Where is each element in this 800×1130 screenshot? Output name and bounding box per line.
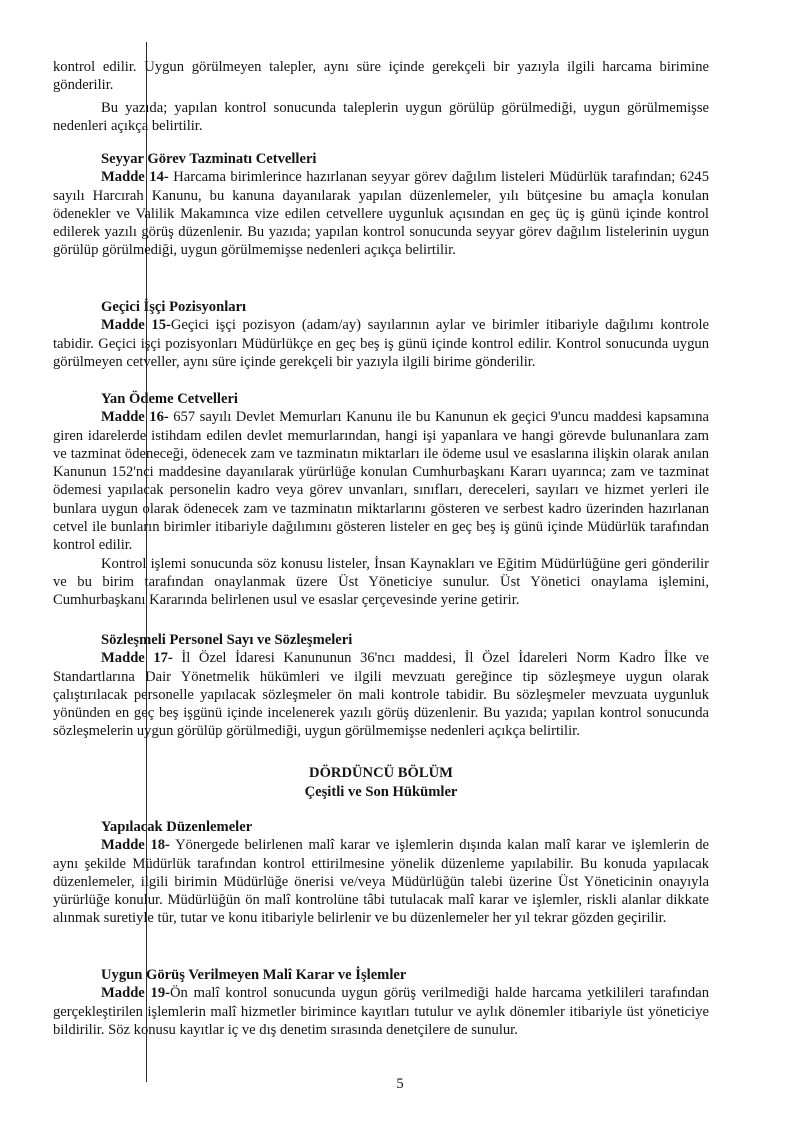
article-16-number: Madde 16- [101, 409, 169, 426]
article-17-number: Madde 17- [101, 650, 173, 667]
article-18-number: Madde 18- [101, 837, 170, 854]
article-15-body [53, 316, 709, 371]
article-19-number: Madde 19- [101, 985, 170, 1002]
article-19 [53, 966, 709, 1039]
article-19-heading: Uygun Görüş Verilmeyen Malî Karar ve İşlemler [101, 967, 407, 983]
page-number: 5 [396, 1076, 404, 1092]
article-14-heading: Seyyar Görev Tazminatı Cetvelleri [101, 151, 317, 167]
article-17-body [53, 649, 709, 740]
chapter-subtitle: Çeşitli ve Son Hükümler [304, 784, 458, 800]
article-15-text: Geçici işçi pozisyon (adam/ay) sayılarının aylar ve birimler itibariyle dağılımı kontrole tabidir. Geçici işçi pozisyonları Müdürlükçe en geç beş iş günü içinde kontrol edilir. Kontrol sonucunda uygun görülmeyen cetveller, aynı süre içinde gerekçeli bir yazıyla ilgili birime gönderilir. [53, 317, 710, 370]
article-18-text: Yönergede belirlenen malî karar ve işlemlerin dışında kalan malî karar ve işlemlerin de aynı şekilde Müdürlük tarafından kontrol ettirilmesine yönelik düzenleme yapılabilir. Bu konuda yapılacak düzenlemeler, ilgili birimin Müdürlüğe önerisi ve/veya Müdürlüğün talebi üzerine Üst Yöneticinin onayıyla yürürlüğe konulur. Müdürlüğün ön malî kontrolüne tâbi tutulacak malî karar ve işlemler, riskli alanlar dikkate alınmak suretiyle tür, tutar ve konu itibariyle belirlenir ve bu düzenlemeler her yıl tekrar gözden geçirilir. [53, 837, 709, 927]
article-16-body [53, 408, 709, 554]
intro-block [53, 58, 709, 135]
article-16 [53, 390, 709, 610]
article-17-text: İl Özel İdaresi Kanununun 36'ncı maddesi, İl Özel İdareleri Norm Kadro İlke ve Standartlarına Dair Yönetmelik hükümleri ve ilgili mevzuatı gereğince tip sözleşmeye uygun olarak çalıştırılacak personelle yapılacak sözleşmeler ön mali kontrole tabidir. Bu sözleşmeler mevzuata uygunluk yönünden en geç beş işgünü içinde incelenerek yazılı görüş düzenlenir. Bu yazıda; yapılan kontrol sonucunda sözleşmelerin uygun görülüp görülmediği, uygun görülmemişse nedenleri açıkça belirtilir. [53, 650, 709, 740]
article-15 [53, 298, 709, 371]
article-19-body [53, 984, 709, 1039]
article-17-heading: Sözleşmeli Personel Sayı ve Sözleşmeleri [101, 632, 353, 648]
article-16-paragraph-2: Kontrol işlemi sonucunda söz konusu listeler, İnsan Kaynakları ve Eğitim Müdürlüğüne geri gönderilir ve bu birim tarafından onaylanmak üzere Üst Yöneticiye sunulur. Üst Yönetici onaylama işlemini, Cumhurbaşkanı Kararında belirlenen usul ve esaslar çerçevesinde yerine getirir. [53, 555, 709, 609]
chapter-title: DÖRDÜNCÜ BÖLÜM [309, 765, 453, 781]
article-16-heading: Yan Ödeme Cetvelleri [101, 391, 238, 407]
article-16-text: 657 sayılı Devlet Memurları Kanunu ile bu Kanunun ek geçici 9'uncu maddesi kapsamına giren idarelerde istihdam edilen devlet memurlarından, hangi işi yapanlara ve hangi görevde bulunanlara zam ve tazminat ödeneceği, ödenecek zam ve tazminatın miktarları ile ödeme usul ve esaslarına ilişkin olarak anılan Kanunun 152'nci maddesine dayanılarak yürürlüğe konulan Cumhurbaşkanı Kararı uyarınca; zam ve tazminat ödemesi yapılacak personelin kadro veya görev unvanları, sınıfları, dereceleri, sayıları ve hizmet yerleri ile bunlara uygun olarak ödenecek zam ve tazminatın miktarlarını gösteren ve serbest kadro üzerinden hazırlanan cetvel ile bunların birimler itibariyle dağılımını gösteren listeler en geç beş iş günü içinde Müdürlük tarafından kontrol edilir. [53, 409, 709, 554]
article-15-heading: Geçici İşçi Pozisyonları [101, 299, 247, 315]
article-18 [53, 818, 709, 928]
article-14-number: Madde 14- [101, 169, 169, 186]
article-14-text: Harcama birimlerince hazırlanan seyyar görev dağılım listeleri Müdürlük tarafından; 6245 sayılı Harcırah Kanunu, bu kanuna dayanılarak yapılan düzenlemeler, yılı bütçesine bu amaçla konulan ödenekler ve Valilik Makamınca vize edilen cetvellere uygunluk açısından en geç üç iş günü içinde kontrol edilerek yazılı görüş düzenlenir. Bu yazıda; yapılan kontrol sonucunda seyyar görev dağılım listelerinin uygun görülüp görülmediği, uygun görülmemişse nedenleri açıkça belirtilir. [53, 169, 709, 259]
article-14-body [53, 168, 709, 259]
intro-paragraph-1: kontrol edilir. Uygun görülmeyen talepler, aynı süre içinde gerekçeli bir yazıyla ilgili harcama birimine gönderilir. [53, 59, 709, 94]
intro-paragraph-2: Bu yazıda; yapılan kontrol sonucunda taleplerin uygun görülüp görülmediği, uygun görülmemişse nedenleri açıkça belirtilir. [53, 99, 709, 134]
article-18-heading: Yapılacak Düzenlemeler [101, 819, 253, 835]
article-17 [53, 631, 709, 741]
article-15-number: Madde 15- [101, 317, 171, 334]
article-14 [53, 150, 709, 260]
article-18-body [53, 836, 709, 927]
article-19-text: Ön malî kontrol sonucunda uygun görüş verilmediği halde harcama yetkilileri tarafından gerçekleştirilen işlemlerin malî hizmetler birimince kayıtları tutulur ve aylık dönemler itibariyle üst yöneticiye bildirilir. Söz konusu kayıtlar iç ve dış denetim sırasında denetçilere de sunulur. [53, 985, 709, 1038]
